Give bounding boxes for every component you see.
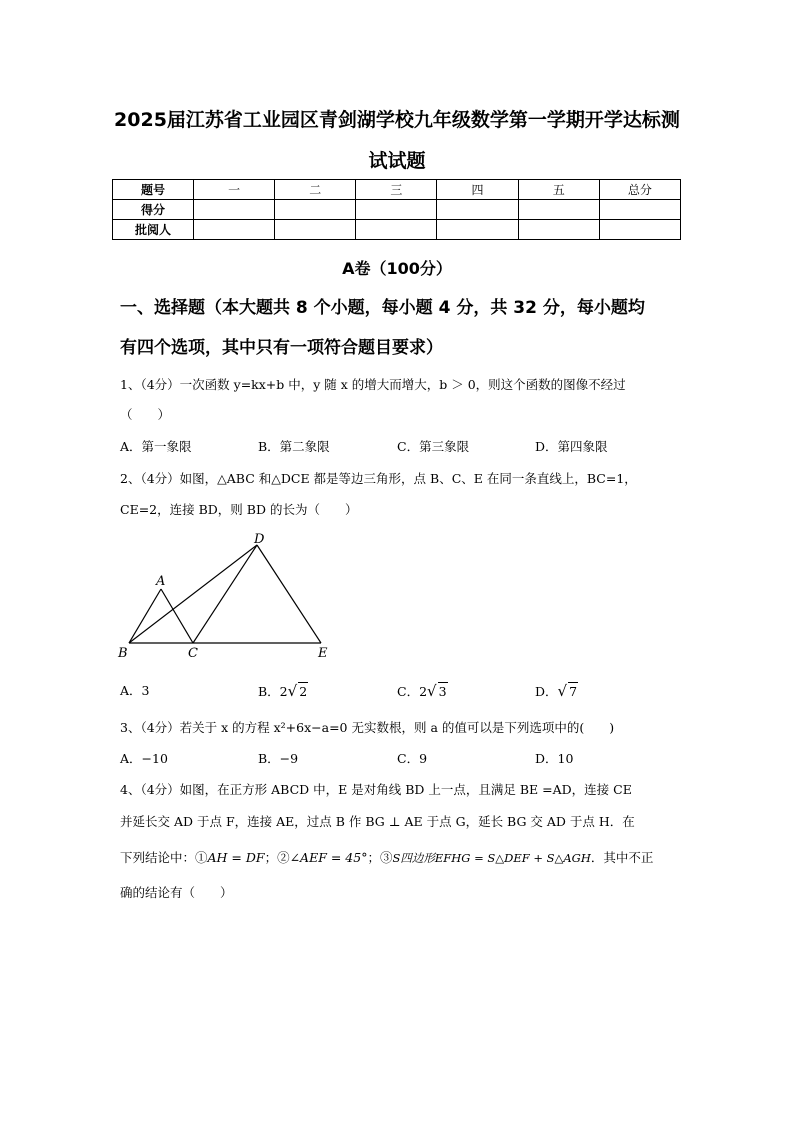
score-cell [599,200,680,220]
exam-title-line2: 试试题 [368,150,426,172]
q2-option-a: A．3 [120,683,150,698]
score-cell [437,200,518,220]
radical-sign-icon: √ [287,682,298,700]
q4-conclusion-2: ∠AEF = 45° [289,850,368,865]
section1-heading-line2: 有四个选项，其中只有一项符合题目要求） [120,338,443,358]
score-table [112,179,681,240]
q2-option-b-prefix: B．2 [258,684,288,699]
q4-line3-text-d: ．其中不正 [590,850,654,865]
segment-ba [129,589,161,643]
q4-stem-line1: 4、（4分）如图，在正方形 ABCD 中，E 是对角线 BD 上一点，且满足 BE =AD，连接 CE [120,782,632,797]
score-cell [356,200,437,220]
q2-option-c [397,682,448,701]
q4-stem-line4: 确的结论有（ ） [120,885,233,900]
volume-label: A卷（100分） [342,259,452,278]
reviewer-cell [275,220,356,240]
score-row-label: 得分 [113,200,194,220]
segment-cd [193,545,257,643]
score-cell [518,200,599,220]
q2-option-b [258,682,308,701]
q2-figure [110,528,340,664]
point-label-e: E [318,646,328,661]
score-table-header-cell: 四 [437,180,518,200]
score-table-header-cell: 题号 [113,180,194,200]
q4-line3-text-a: 下列结论中：① [120,850,208,865]
score-cell [275,200,356,220]
q2-stem-line2: CE=2，连接 BD，则 BD 的长为（ ） [120,502,358,517]
score-table-reviewer-row [113,220,681,240]
q1-stem-line1: 1、（4分）一次函数 y=kx+b 中，y 随 x 的增大而增大，b ＞ 0，则这个函数的图像不经过 [120,377,626,392]
q3-stem: 3、（4分）若关于 x 的方程 x²+6x−a=0 无实数根，则 a 的值可以是下列选项中的( ) [120,720,615,735]
q1-option-c: C．第三象限 [397,439,470,454]
reviewer-cell [599,220,680,240]
reviewer-cell [518,220,599,240]
reviewer-row-label: 批阅人 [113,220,194,240]
q4-line3-text-b: ；② [264,850,290,865]
exam-title-line1: 2025届江苏省工业园区青剑湖学校九年级数学第一学期开学达标测 [114,109,680,131]
q3-option-b: B．−9 [258,751,299,766]
point-label-b: B [118,646,128,661]
q1-option-a: A．第一象限 [120,439,192,454]
score-table-header-cell: 三 [356,180,437,200]
radical-sign-icon: √ [427,682,437,700]
section1-heading-line1: 一、选择题（本大题共 8 个小题，每小题 4 分，共 32 分，每小题均 [120,298,645,318]
point-label-d: D [254,532,265,547]
q2-option-d-radicand: 7 [569,684,578,699]
q1-option-d: D．第四象限 [535,439,608,454]
point-label-c: C [188,646,198,661]
q4-conclusion-3: S四边形EFHG = S△DEF + S△AGH [392,851,591,865]
q3-option-c: C．9 [397,751,428,766]
q2-option-c-radicand: 3 [438,684,447,699]
q4-stem-line3 [120,849,653,867]
segment-de [257,545,321,643]
score-table-header-cell: 总分 [599,180,680,200]
radical-sign-icon: √ [557,682,568,700]
score-table-header-cell: 二 [275,180,356,200]
q3-option-d: D．10 [535,751,574,766]
reviewer-cell [356,220,437,240]
q1-stem-line2: （ ） [120,407,171,422]
score-table-header-cell: 五 [518,180,599,200]
score-table-header-cell: 一 [194,180,275,200]
segment-bd [129,545,257,643]
q3-option-a: A．−10 [120,751,168,766]
q4-line3-text-c: ；③ [367,850,393,865]
point-label-a: A [156,574,166,589]
q1-option-b: B．第二象限 [258,439,330,454]
score-table-score-row [113,200,681,220]
q2-option-b-radicand: 2 [299,684,308,699]
score-cell [194,200,275,220]
q2-option-d-prefix: D． [535,684,558,699]
q2-stem-line1: 2、（4分）如图，△ABC 和△DCE 都是等边三角形，点 B、C、E 在同一条直线上，BC=1， [120,471,637,486]
reviewer-cell [194,220,275,240]
reviewer-cell [437,220,518,240]
q4-conclusion-1: AH = DF [207,850,265,865]
q2-option-d [535,682,578,701]
q2-option-c-prefix: C．2 [397,684,428,699]
score-table-header-row [113,180,681,200]
q4-stem-line2: 并延长交 AD 于点 F，连接 AE，过点 B 作 BG ⊥ AE 于点 G，延长 BG 交 AD 于点 H．在 [120,814,635,829]
